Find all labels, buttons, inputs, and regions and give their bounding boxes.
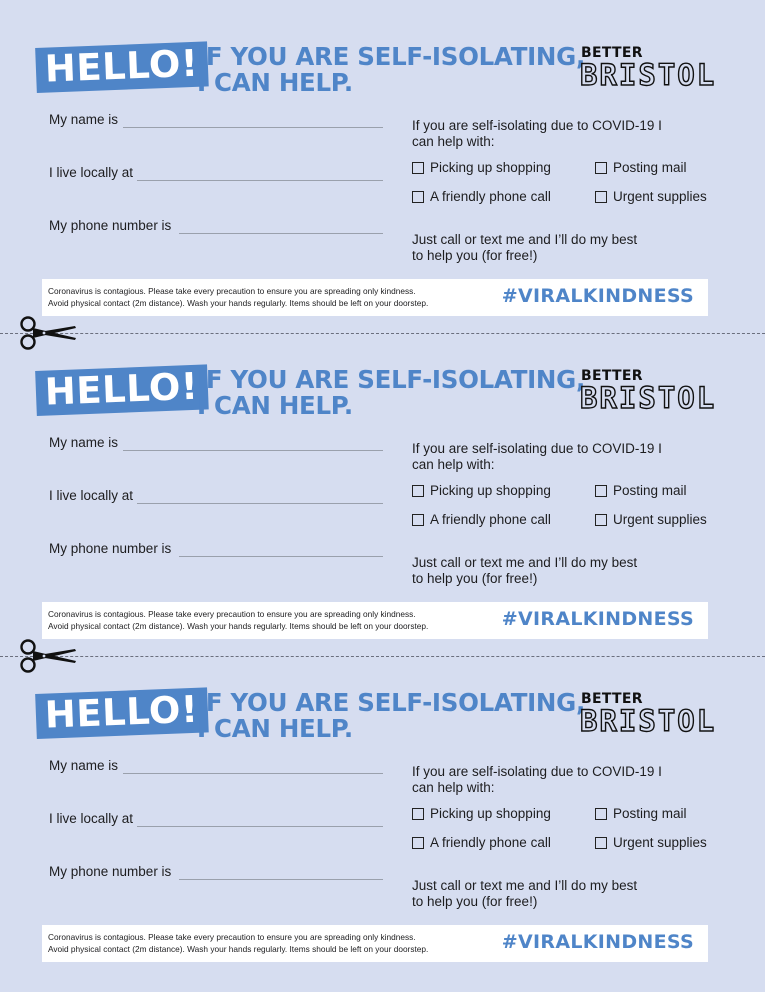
notice-line: Coronavirus is contagious. Please take every precaution to ensure you are spreading only kindness. [48,286,416,296]
scissors-icon [18,639,80,673]
scissors-icon [18,316,80,350]
help-option-label: A friendly phone call [430,835,551,850]
notice-banner [42,602,708,639]
headline-line: I CAN HELP. [197,68,353,97]
name-field-line[interactable] [123,450,383,451]
phone-field-label: My phone number is [49,541,172,556]
checkbox[interactable] [595,162,607,174]
headline-line: IF YOU ARE SELF-ISOLATING, [197,688,585,717]
checkbox[interactable] [595,808,607,820]
help-option[interactable] [595,512,707,527]
help-option[interactable] [595,835,707,850]
checkbox[interactable] [595,191,607,203]
brand-logo-better: BETTER [581,368,643,384]
flyer-card [0,684,765,984]
address-field-label: I live locally at [49,488,134,503]
cut-line [0,333,765,334]
offer-intro: If you are self-isolating due to COVID-19 I can help with: [412,441,662,472]
checkbox[interactable] [412,837,424,849]
help-option[interactable] [412,806,551,821]
notice-text [48,285,518,309]
checkbox[interactable] [595,837,607,849]
checkbox[interactable] [412,514,424,526]
checkbox[interactable] [412,191,424,203]
help-option[interactable] [412,160,551,175]
help-option-label: Urgent supplies [613,835,707,850]
headline [197,365,585,420]
headline [197,688,585,743]
address-field-label: I live locally at [49,811,134,826]
phone-field-label: My phone number is [49,864,172,879]
headline-line: I CAN HELP. [197,391,353,420]
address-field-line[interactable] [137,826,383,827]
notice-line: Coronavirus is contagious. Please take every precaution to ensure you are spreading only kindness. [48,609,416,619]
help-option-label: Urgent supplies [613,512,707,527]
notice-line: Avoid physical contact (2m distance). Wash your hands regularly. Items should be left on your doorstep. [48,621,429,631]
closing-text: Just call or text me and I’ll do my best to help you (for free!) [412,232,638,263]
hello-badge: HELLO! [35,364,209,416]
headline-line: IF YOU ARE SELF-ISOLATING, [197,365,585,394]
help-option-label: Urgent supplies [613,189,707,204]
flyer-card [0,38,765,338]
help-option-label: Picking up shopping [430,483,551,498]
brand-logo-bristol: BRISTOL [580,704,717,738]
notice-text [48,931,518,955]
help-option-label: Picking up shopping [430,806,551,821]
notice-text [48,608,518,632]
brand-logo-bristol: BRISTOL [580,58,717,92]
hello-badge: HELLO! [35,41,209,93]
help-option[interactable] [412,483,551,498]
help-option[interactable] [595,189,707,204]
brand-logo-bristol: BRISTOL [580,381,717,415]
name-field-line[interactable] [123,773,383,774]
help-option[interactable] [595,160,687,175]
name-field-label: My name is [49,435,119,450]
hashtag: #VIRALKINDNESS [501,931,694,953]
address-field-line[interactable] [137,503,383,504]
help-option-label: A friendly phone call [430,189,551,204]
brand-logo-better: BETTER [581,45,643,61]
phone-field-line[interactable] [179,556,383,557]
notice-banner [42,279,708,316]
closing-text: Just call or text me and I’ll do my best to help you (for free!) [412,555,638,586]
name-field-line[interactable] [123,127,383,128]
hashtag: #VIRALKINDNESS [501,608,694,630]
name-field-label: My name is [49,758,119,773]
notice-line: Coronavirus is contagious. Please take every precaution to ensure you are spreading only kindness. [48,932,416,942]
headline [197,42,585,97]
help-option-label: Picking up shopping [430,160,551,175]
address-field-label: I live locally at [49,165,134,180]
cut-line [0,656,765,657]
help-option-label: Posting mail [613,806,687,821]
help-option[interactable] [412,512,551,527]
phone-field-line[interactable] [179,233,383,234]
hello-badge: HELLO! [35,687,209,739]
help-option[interactable] [412,835,551,850]
notice-line: Avoid physical contact (2m distance). Wash your hands regularly. Items should be left on your doorstep. [48,298,429,308]
checkbox[interactable] [412,808,424,820]
headline-line: I CAN HELP. [197,714,353,743]
help-option[interactable] [595,806,687,821]
closing-text: Just call or text me and I’ll do my best to help you (for free!) [412,878,638,909]
brand-logo-better: BETTER [581,691,643,707]
checkbox[interactable] [595,485,607,497]
flyer-card [0,361,765,661]
offer-intro: If you are self-isolating due to COVID-19 I can help with: [412,764,662,795]
help-option[interactable] [595,483,687,498]
phone-field-line[interactable] [179,879,383,880]
hashtag: #VIRALKINDNESS [501,285,694,307]
notice-banner [42,925,708,962]
notice-line: Avoid physical contact (2m distance). Wash your hands regularly. Items should be left on your doorstep. [48,944,429,954]
headline-line: IF YOU ARE SELF-ISOLATING, [197,42,585,71]
help-option[interactable] [412,189,551,204]
address-field-line[interactable] [137,180,383,181]
name-field-label: My name is [49,112,119,127]
help-option-label: A friendly phone call [430,512,551,527]
help-option-label: Posting mail [613,483,687,498]
help-option-label: Posting mail [613,160,687,175]
phone-field-label: My phone number is [49,218,172,233]
offer-intro: If you are self-isolating due to COVID-19 I can help with: [412,118,662,149]
checkbox[interactable] [595,514,607,526]
checkbox[interactable] [412,162,424,174]
checkbox[interactable] [412,485,424,497]
